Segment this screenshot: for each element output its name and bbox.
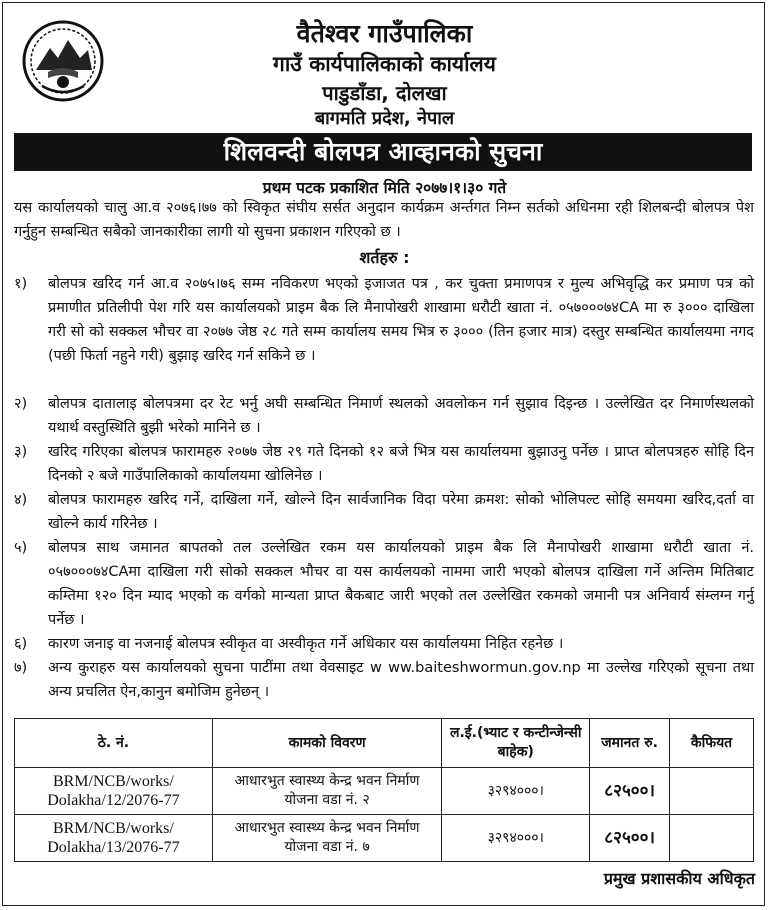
office-name: गाउँ कार्यपालिकाको कार्यालय xyxy=(273,52,496,76)
column-header-contract-no: ठे. नं. xyxy=(15,719,213,768)
description-cell: आधारभुत स्वास्थ्य केन्द्र भवन निर्माण योजना वडा नं. २ xyxy=(212,768,442,815)
condition-text: बोलपत्र फारामहरु खरिद गर्ने, दाखिला गर्ने, खोल्ने दिन सार्वजानिक विदा परेमा क्रमश: सोको भोलिपल्ट सोहि समयमा खरिद,दर्ता वा खोल्ने कार्य गरिनेछ । xyxy=(48,492,754,532)
condition-number: ४) xyxy=(14,492,28,508)
estimate-cell: ३२९४०००। xyxy=(442,768,590,815)
table-header-row xyxy=(15,719,754,768)
condition-text: बोलपत्र साथ जमानत बापतको तल उल्लेखित रकम यस कार्यालयको प्राइम बैक लि मैनापोखरी शाखामा धरौटी खाता नं. ०५७०००७४CAमा दाखिला गरी सोको सक्कल भौचर वा यस कार्यलयको नाममा जारी भएको बोलपत्र दाखिला गर्ने अन्तिम मितिबाट कम्तिमा १२० दिन म्याद भएको क वर्गको मान्यता प्राप्त बैकबाट जारी भएको तल उल्लेखित रकमको जमानी पत्र अनिवार्य संम्लग्न गर्नु पर्नेछ । xyxy=(48,540,754,628)
contract-number-cell: BRM/NCB/works/ Dolakha/13/2076-77 xyxy=(15,815,213,862)
province-name: बागमति प्रदेश, नेपाल xyxy=(314,108,455,129)
intro-paragraph: यस कार्यालयको चालु आ.व २०७६।७७ को स्विकृत संघीय सर्सत अनुदान कार्यक्रम अर्न्तगत निम्न सर्तको अधिनमा रही शिलबन्दी बोलपत्र पेश गर्नुहुन सम्बन्धित सबैको जानकारीका लागी यो सुचना प्रकाशन गरिएको छ । xyxy=(14,200,754,240)
condition-text: अन्य कुराहरु यस कार्यालयको सुचना पाटींमा तथा वेवसाइट w ww.baiteshwormun.gov.np मा उल्लेख गरिएको सूचना तथा अन्य प्रचलित ऐन,कानुन बमोजिम हुनेछन् । xyxy=(48,660,754,700)
deposit-cell: ८२५००। xyxy=(590,768,670,815)
tender-table xyxy=(14,718,754,862)
estimate-cell: ३२९४०००। xyxy=(442,815,590,862)
column-header-estimate: ल.ई.(भ्याट र कन्टीन्जेन्सी बाहेक) xyxy=(442,719,590,768)
conditions-title: शर्तहरु : xyxy=(359,248,410,267)
condition-text: बोलपत्र दातालाइ बोलपत्रमा दर रेट भर्नु अघी सम्बन्धित निमार्ण स्थलको अवलोकन गर्न सुझाव दिइन्छ । उल्लेखित दर निमार्णस्थलको यथार्थ वस्तुस्थिति बुझी भरेको मानिने छ । xyxy=(48,396,754,436)
signature-title: प्रमुख प्रशासकीय अधिकृत xyxy=(603,869,755,888)
column-header-deposit: जमानत रु. xyxy=(590,719,670,768)
condition-number: ५) xyxy=(14,540,28,556)
condition-number: २) xyxy=(14,396,28,412)
deposit-cell: ८२५००। xyxy=(590,815,670,862)
notice-title: शिलवन्दी बोलपत्र आव्हानको सुचना xyxy=(14,133,752,171)
table-row xyxy=(15,768,754,815)
table-row xyxy=(15,815,754,862)
remarks-cell xyxy=(670,815,754,862)
condition-number: ३) xyxy=(14,444,28,460)
condition-number: १) xyxy=(14,276,28,292)
condition-text: खरिद गरिएका बोलपत्र फारामहरु २०७७ जेष्ठ २९ गते दिनको १२ बजे भित्र यस कार्यालयमा बुझाउनु पर्नेछ । प्राप्त बोलपत्रहरु सोहि दिन दिनको २ बजे गाउँपालिकाको कार्यालयमा खोलिनेछ । xyxy=(48,444,754,484)
description-cell: आधारभुत स्वास्थ्य केन्द्र भवन निर्माण योजना वडा नं. ७ xyxy=(212,815,442,862)
condition-number: ७) xyxy=(14,660,28,676)
condition-text: कारण जनाइ वा नजनाई बोलपत्र स्वीकृत वा अस्वीकृत गर्ने अधिकार यस कार्यालयमा निहित रहनेछ । xyxy=(48,636,564,652)
remarks-cell xyxy=(670,768,754,815)
column-header-remarks: कैफियत xyxy=(670,719,754,768)
column-header-description: कामको विवरण xyxy=(212,719,442,768)
municipality-name: वैतेश्वर गाउँपालिका xyxy=(296,19,473,48)
condition-text: बोलपत्र खरिद गर्न आ.व २०७५।७६ सम्म नविकरण भएको इजाजत पत्र , कर चुक्ता प्रमाणपत्र र मुल्य अभिवृद्धि कर प्रमाण पत्र को प्रमाणीत प्रतिलीपी पेश गरि यस कार्यालयको प्राइम बैक लि मैनापोखरी शाखामा धरौटी खाता नं. ०५७०००७४CA मा रु ३००० दाखिला गरी सो को सक्कल भौचर वा २०७७ जेष्ठ २८ गते सम्म कार्यालय समय भित्र रु ३००० (तिन हजार मात्र) दस्तुर सम्बन्धित कार्यालयमा नगद (पछी फिर्ता नहुने गरी) बुझाइ खरिद गर्न सकिने छ । xyxy=(48,276,754,364)
office-location: पाडुडाँडा, दोलखा xyxy=(322,81,447,105)
condition-number: ६) xyxy=(14,636,28,652)
contract-number-cell: BRM/NCB/works/ Dolakha/12/2076-77 xyxy=(15,768,213,815)
published-date: प्रथम पटक प्रकाशित मिति २०७७।१।३० गते xyxy=(262,179,507,197)
